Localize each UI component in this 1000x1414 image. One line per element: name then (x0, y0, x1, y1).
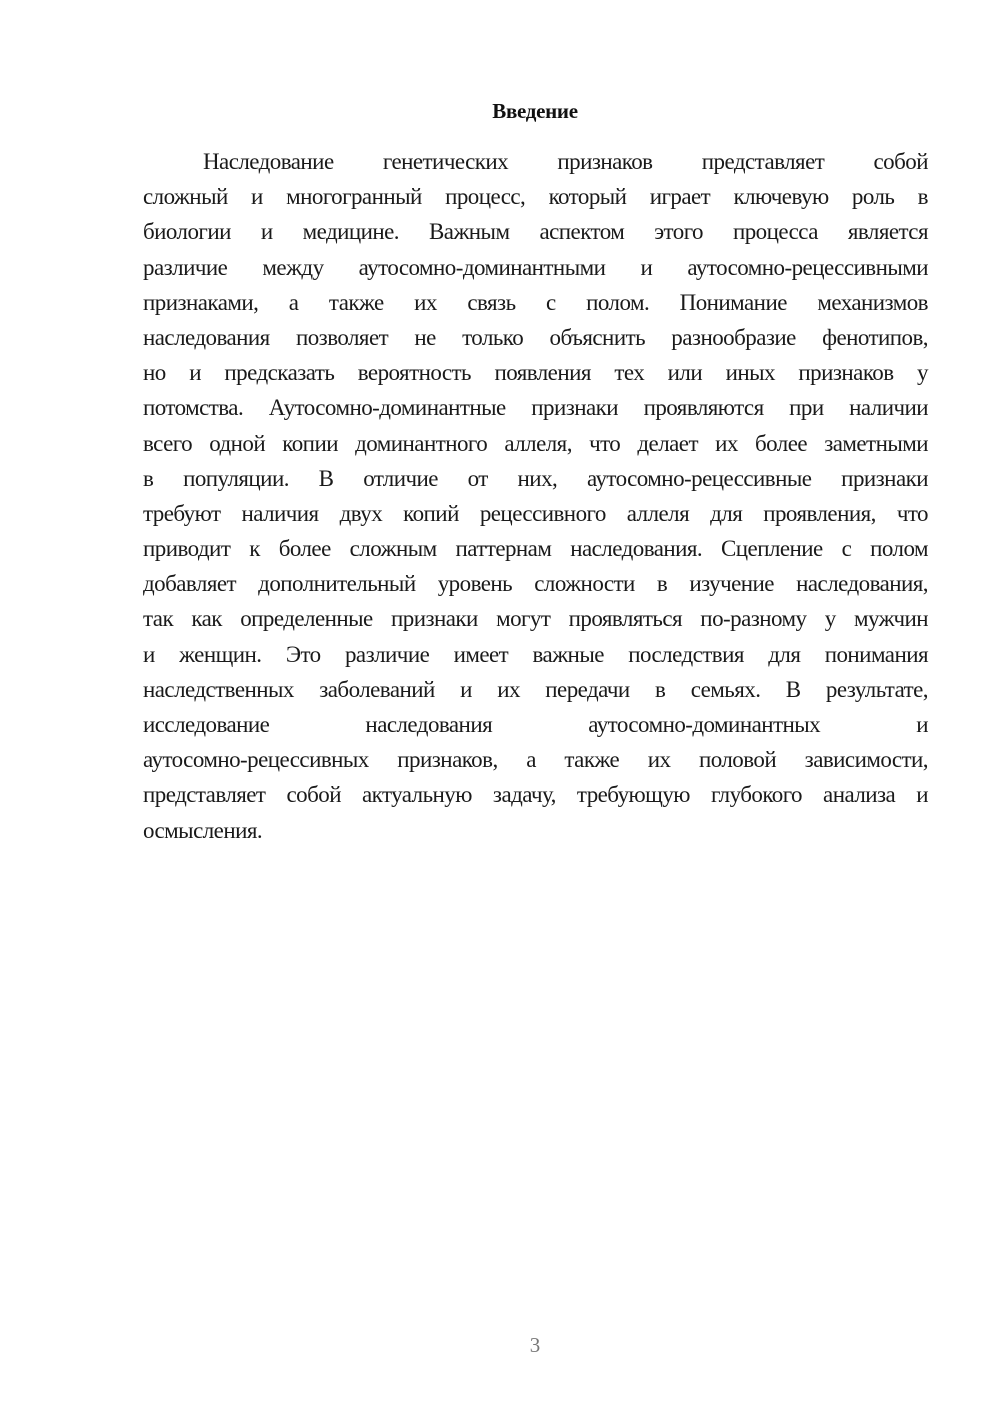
paragraph-line: и женщин. Это различие имеет важные последствия для понимания (143, 641, 928, 667)
paragraph-line: потомства. Аутосомно-доминантные признаки проявляются при наличии (143, 395, 928, 421)
paragraph-line: но и предсказать вероятность появления тех или иных признаков у (143, 360, 928, 386)
paragraph-line: так как определенные признаки могут проявляться по-разному у мужчин (143, 606, 928, 632)
page-number: 3 (529, 1333, 541, 1357)
paragraph-line: наследования позволяет не только объяснить разнообразие фенотипов, (143, 324, 928, 350)
paragraph-line: наследственных заболеваний и их передачи в семьях. В результате, (143, 676, 928, 702)
section-heading: Введение (492, 99, 578, 123)
paragraph-line: Наследование генетических признаков представляет собой (203, 149, 928, 174)
paragraph-line: требуют наличия двух копий рецессивного аллеля для проявления, что (143, 500, 928, 526)
paragraph-line: сложный и многогранный процесс, который играет ключевую роль в (143, 184, 928, 210)
paragraph-line: приводит к более сложным паттернам наследования. Сцепление с полом (143, 536, 928, 562)
paragraph-line: осмысления. (143, 817, 263, 843)
paragraph-line: исследование наследования аутосомно-доминантных и (143, 712, 928, 737)
paragraph-line: представляет собой актуальную задачу, требующую глубокого анализа и (143, 782, 928, 808)
paragraph-line: признаками, а также их связь с полом. Понимание механизмов (143, 289, 928, 315)
paragraph-line: биологии и медицине. Важным аспектом этого процесса является (143, 219, 928, 245)
paragraph-line: всего одной копии доминантного аллеля, что делает их более заметными (143, 430, 928, 456)
paragraph-line: аутосомно-рецессивных признаков, а также их половой зависимости, (143, 747, 928, 773)
introduction-paragraph (143, 144, 928, 848)
paragraph-line: различие между аутосомно-доминантными и аутосомно-рецессивными (143, 254, 928, 280)
paragraph-line: добавляет дополнительный уровень сложности в изучение наследования, (143, 571, 928, 597)
paragraph-line: в популяции. В отличие от них, аутосомно-рецессивные признаки (143, 465, 928, 491)
